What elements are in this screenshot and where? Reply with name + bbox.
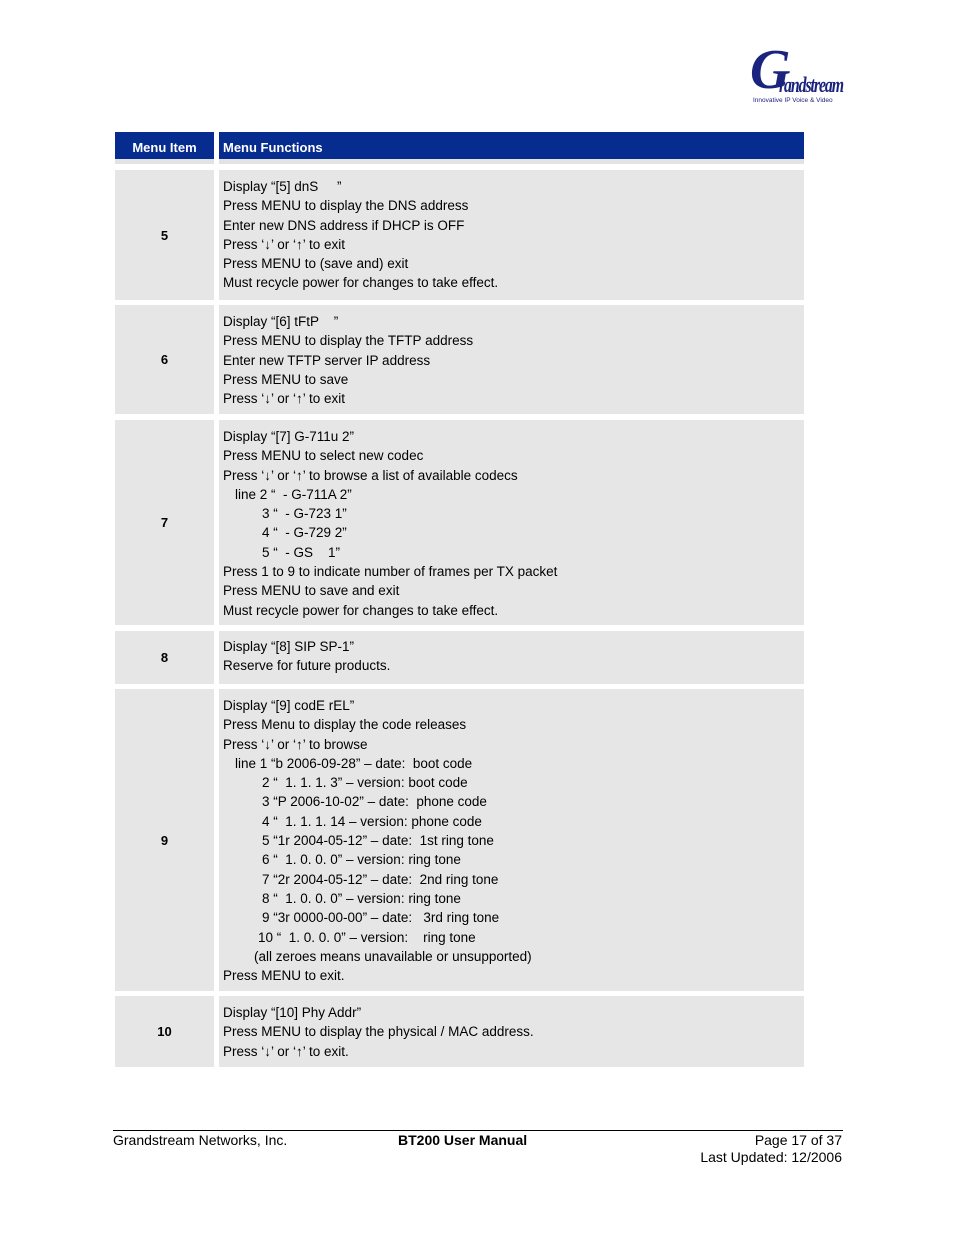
function-line: Press Menu to display the code releases (223, 717, 467, 733)
function-line: Must recycle power for changes to take effect. (223, 275, 499, 291)
function-line: Display “[6] tFtP ” (223, 314, 339, 329)
function-line: 9 “3r 0000-00-00” – date: 3rd ring tone (262, 910, 500, 926)
function-line: 8 “ 1. 0. 0. 0” – version: ring tone (262, 890, 461, 906)
menu-functions-cell (219, 305, 804, 414)
function-line: Press MENU to display the TFTP address (223, 333, 474, 349)
function-line: 4 “ 1. 1. 1. 14 – version: phone code (262, 813, 482, 829)
table-row (115, 631, 804, 684)
menu-functions-cell (219, 631, 804, 684)
function-line: Display “[5] dnS ” (223, 179, 342, 194)
function-line: Display “[7] G-711u 2” (223, 429, 355, 444)
function-line: 5 “ - GS 1” (262, 544, 341, 560)
function-line: Press ‘↓’ or ‘↑’ to exit (223, 391, 346, 407)
function-line: (all zeroes means unavailable or unsupported) (254, 948, 532, 964)
logo-initial: G (750, 39, 791, 101)
footer-page-number: Page 17 of 37 (754, 1132, 842, 1148)
footer-last-updated: Last Updated: 12/2006 (700, 1149, 842, 1165)
table-row (115, 170, 804, 300)
function-line: line 1 “b 2006-09-28” – date: boot code (235, 755, 473, 771)
function-line: Display “[10] Phy Addr” (223, 1005, 362, 1020)
header-underline (219, 159, 804, 164)
function-line: Press ‘↓’ or ‘↑’ to exit. (223, 1043, 349, 1059)
function-line: Press MENU to (save and) exit (223, 256, 409, 272)
menu-functions-cell (219, 420, 804, 625)
menu-item-number: 9 (115, 689, 214, 991)
function-line: 6 “ 1. 0. 0. 0” – version: ring tone (262, 852, 461, 868)
table-row (115, 689, 804, 991)
function-line: 3 “P 2006-10-02” – date: phone code (262, 794, 487, 810)
function-line: Enter new DNS address if DHCP is OFF (223, 217, 465, 233)
function-line: 2 “ 1. 1. 1. 3” – version: boot code (262, 775, 468, 791)
menu-item-number: 10 (115, 996, 214, 1067)
function-line: Display “[9] codE rEL” (223, 698, 355, 713)
function-line: Enter new TFTP server IP address (223, 352, 431, 368)
logo-wordmark: randstream (778, 72, 843, 97)
function-line: 4 “ - G-729 2” (262, 525, 347, 541)
menu-functions-cell (219, 996, 804, 1067)
table-row (115, 305, 804, 414)
logo-tagline: Innovative IP Voice & Video (753, 97, 833, 104)
menu-item-number: 7 (115, 420, 214, 625)
footer-manual-title: BT200 User Manual (398, 1132, 528, 1148)
grandstream-logo (748, 39, 843, 110)
footer-company: Grandstream Networks, Inc. (113, 1132, 288, 1148)
function-line: 10 “ 1. 0. 0. 0” – version: ring tone (258, 929, 476, 945)
function-line: Display “[8] SIP SP-1” (223, 639, 355, 654)
footer-page-info (700, 1132, 842, 1166)
function-line: Must recycle power for changes to take effect. (223, 602, 499, 618)
function-line: Press MENU to display the DNS address (223, 198, 469, 214)
menu-item-number: 6 (115, 305, 214, 414)
function-line: Press ‘↓’ or ‘↑’ to exit (223, 236, 346, 252)
table-row (115, 996, 804, 1067)
function-line: 3 “ - G-723 1” (262, 506, 347, 522)
function-line: 7 “2r 2004-05-12” – date: 2nd ring tone (262, 871, 499, 887)
function-line: Reserve for future products. (223, 658, 391, 674)
function-line: 5 “1r 2004-05-12” – date: 1st ring tone (262, 833, 494, 849)
menu-item-number: 5 (115, 170, 214, 300)
footer-divider (113, 1130, 843, 1131)
function-line: Press MENU to select new codec (223, 448, 424, 464)
header-menu-item: Menu Item (115, 132, 214, 159)
function-line: Press MENU to save and exit (223, 583, 400, 599)
menu-functions-cell (219, 170, 804, 300)
function-line: Press 1 to 9 to indicate number of frames per TX packet (223, 564, 558, 580)
table-row (115, 420, 804, 625)
header-underline (115, 159, 214, 164)
function-line: Press ‘↓’ or ‘↑’ to browse a list of available codecs (223, 467, 518, 483)
header-menu-functions: Menu Functions (219, 132, 804, 159)
function-line: Press MENU to exit. (223, 968, 345, 984)
function-line: line 2 “ - G-711A 2” (235, 486, 352, 502)
menu-functions-cell (219, 689, 804, 991)
function-line: Press MENU to display the physical / MAC address. (223, 1024, 534, 1040)
menu-item-number: 8 (115, 631, 214, 684)
function-line: Press ‘↓’ or ‘↑’ to browse (223, 736, 368, 752)
function-line: Press MENU to save (223, 371, 349, 387)
